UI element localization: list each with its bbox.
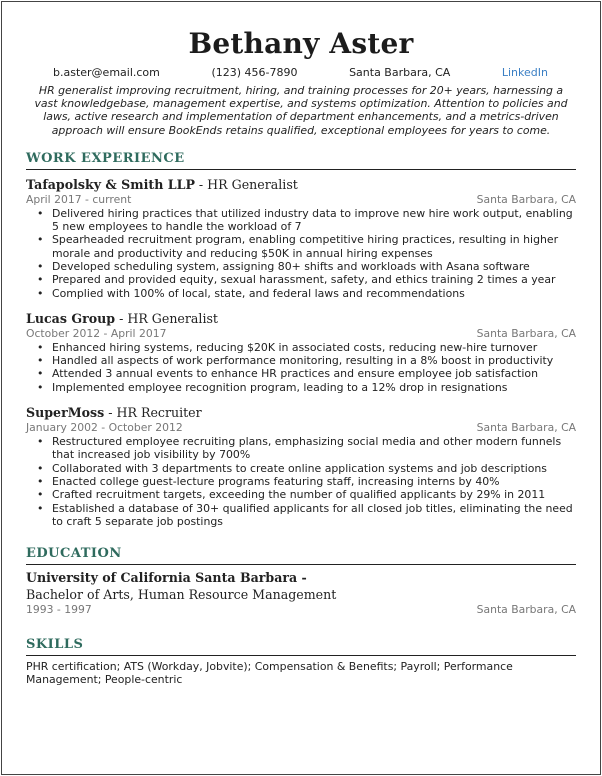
phone-text: (123) 456-7890	[211, 66, 298, 79]
education-dates: 1993 - 1997	[26, 603, 92, 617]
bullet-item: • Prepared and provided equity, sexual harassment, safety, and ethics training 2 times a year	[52, 273, 576, 286]
job-meta	[26, 421, 576, 435]
job-role: - HR Generalist	[194, 176, 298, 192]
bullet-item: • Crafted recruitment targets, exceeding the number of qualified applicants by 29% in 2011	[52, 488, 576, 501]
education-meta	[26, 603, 576, 617]
job-location: Santa Barbara, CA	[476, 326, 576, 340]
bullet-item: • Restructured employee recruiting plans, emphasizing social media and other modern funnels that increased job visibility by 700%	[52, 435, 576, 462]
bullet-item: • Spearheaded recruitment program, enabling competitive hiring practices, resulting in higher morale and productivity and reducing $50K in annual hiring expenses	[52, 233, 576, 260]
skills-text: PHR certification; ATS (Workday, Jobvite); Compensation & Benefits; Payroll; Performance Management; People-centric	[26, 660, 513, 687]
job-bullets	[26, 207, 576, 300]
skills-heading: SKILLS	[26, 637, 576, 656]
job-title-line	[26, 310, 576, 327]
job-role: - HR Generalist	[115, 310, 218, 326]
resume-page	[26, 26, 576, 687]
bullet-item: • Collaborated with 3 departments to create online application systems and job descriptions	[52, 462, 576, 475]
job-location: Santa Barbara, CA	[476, 192, 576, 206]
location-text: Santa Barbara, CA	[349, 66, 451, 79]
education-heading: EDUCATION	[26, 546, 576, 565]
job-entry	[26, 404, 576, 528]
job-entry	[26, 310, 576, 394]
job-title-line	[26, 176, 576, 193]
job-dates: October 2012 - April 2017	[26, 326, 167, 340]
linkedin-link[interactable]: LinkedIn	[501, 66, 548, 79]
bullet-item: • Developed scheduling system, assigning 80+ shifts and workloads with Asana software	[52, 260, 576, 273]
education-location: Santa Barbara, CA	[476, 603, 576, 617]
candidate-name: Bethany Aster	[188, 27, 414, 60]
summary-paragraph: HR generalist improving recruitment, hiring, and training processes for 20+ years, harnessing a vast knowledgebase, management expertise, and systems optimization. Attention to policies and laws, active research and implementation of department enhancements, and a metrics-driven approach will ensure BookEnds retains qualified, exceptional employees for years to come.	[34, 84, 568, 137]
job-dates: April 2017 - current	[26, 192, 132, 206]
company-name: Tafapolsky & Smith LLP	[26, 176, 195, 192]
bullet-item: • Complied with 100% of local, state, and federal laws and recommendations	[52, 287, 576, 300]
job-bullets	[26, 341, 576, 394]
job-meta	[26, 327, 576, 341]
work-experience-heading: WORK EXPERIENCE	[26, 151, 576, 170]
degree-name: Bachelor of Arts, Human Resource Management	[26, 587, 337, 603]
job-entry	[26, 176, 576, 300]
job-location: Santa Barbara, CA	[476, 421, 576, 435]
bullet-item: • Enacted college guest-lecture programs featuring staff, increasing interns by 40%	[52, 475, 576, 488]
job-bullets	[26, 435, 576, 528]
company-name: Lucas Group	[26, 310, 116, 326]
school-name: University of California Santa Barbara -	[26, 570, 307, 586]
job-dates: January 2002 - October 2012	[26, 421, 183, 435]
job-title-line	[26, 404, 576, 421]
bullet-item: • Enhanced hiring systems, reducing $20K in associated costs, reducing new-hire turnover	[52, 341, 576, 354]
company-name: SuperMoss	[26, 405, 105, 421]
email-text: b.aster@email.com	[53, 66, 160, 79]
job-role: - HR Recruiter	[104, 405, 202, 421]
contact-bar	[26, 66, 576, 80]
bullet-item: • Handled all aspects of work performance monitoring, resulting in a 8% boost in productivity	[52, 354, 576, 367]
job-meta	[26, 193, 576, 207]
bullet-item: • Delivered hiring practices that utilized industry data to improve new hire work output, enabling 5 new employees to handle the workload of 7	[52, 207, 576, 234]
bullet-item: • Implemented employee recognition program, leading to a 12% drop in resignations	[52, 381, 576, 394]
bullet-item: • Established a database of 30+ qualified applicants for all closed job titles, eliminating the need to craft 5 separate job postings	[52, 502, 576, 529]
bullet-item: • Attended 3 annual events to enhance HR practices and ensure employee job satisfaction	[52, 367, 576, 380]
